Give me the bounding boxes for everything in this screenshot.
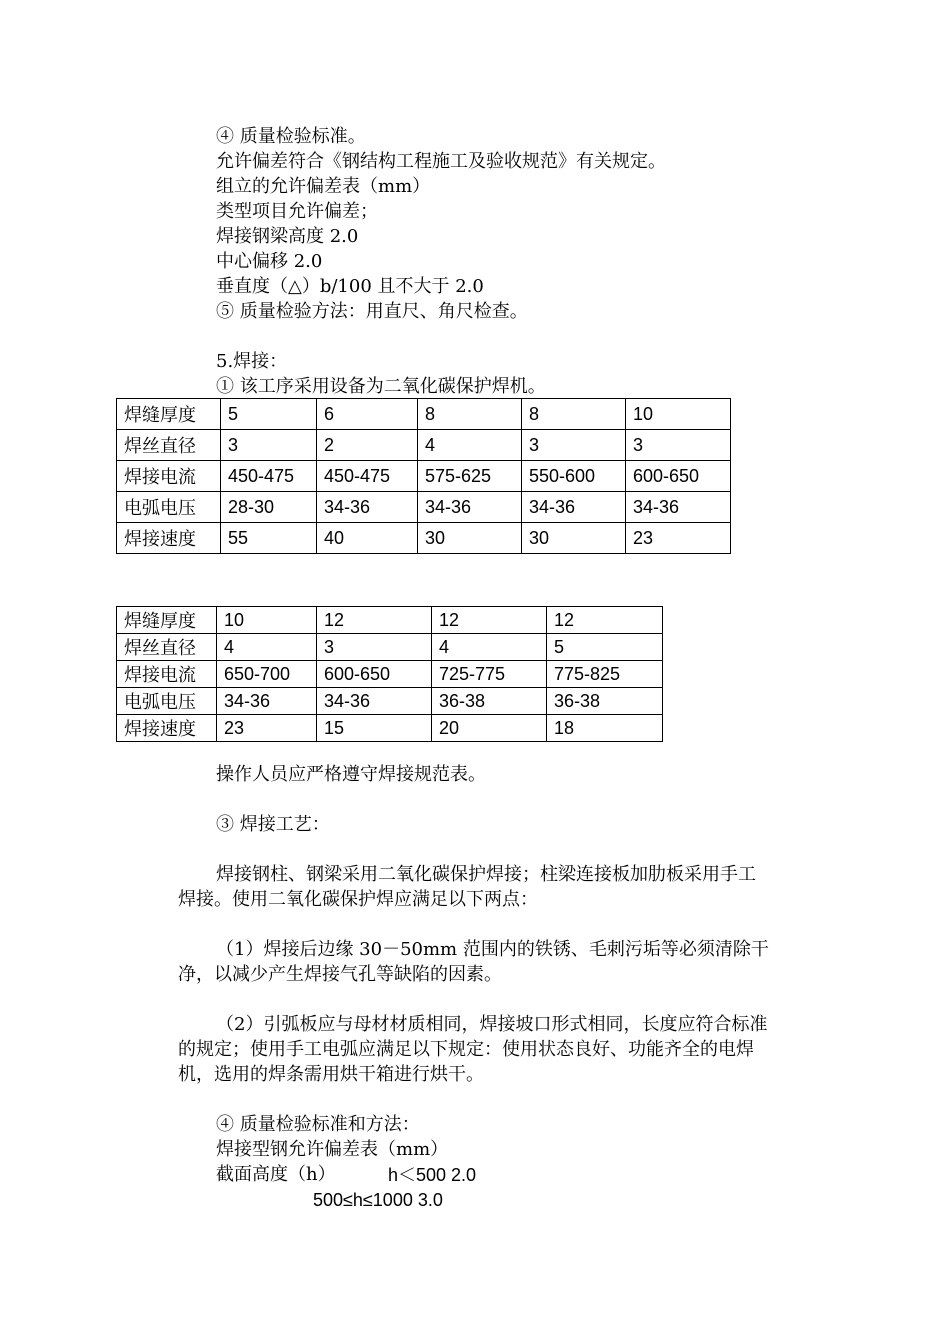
process-point-2-line-1: （2）引弧板应与母材材质相同，焊接坡口形式相同，长度应符合标准 xyxy=(216,1014,768,1035)
table-cell: 23 xyxy=(217,715,317,742)
table-cell: 10 xyxy=(217,607,317,634)
table-cell: 23 xyxy=(626,523,731,554)
table-row xyxy=(117,430,731,461)
row-label: 电弧电压 xyxy=(117,492,221,523)
welding-process-heading: ③ 焊接工艺： xyxy=(216,814,330,835)
table-cell: 12 xyxy=(317,607,432,634)
table-cell: 34-36 xyxy=(418,492,522,523)
section-height-label: 截面高度（h） xyxy=(216,1164,336,1185)
table-cell: 575-625 xyxy=(418,461,522,492)
assembly-tolerance-title: 组立的允许偏差表（mm） xyxy=(216,176,431,197)
table-cell: 3 xyxy=(626,430,731,461)
table-cell: 4 xyxy=(432,634,547,661)
process-point-2-line-2: 的规定；使用手工电弧应满足以下规定：使用状态良好、功能齐全的电焊 xyxy=(178,1039,754,1060)
table-cell: 34-36 xyxy=(317,492,418,523)
process-point-1-line-2: 净，以减少产生焊接气孔等缺陷的因素。 xyxy=(178,964,502,985)
table-cell: 8 xyxy=(418,399,522,430)
shaped-steel-tolerance-title: 焊接型钢允许偏差表（mm） xyxy=(216,1139,449,1160)
section-height-value-1: h＜500 2.0 xyxy=(388,1165,477,1185)
table-cell: 4 xyxy=(418,430,522,461)
table-row xyxy=(117,399,731,430)
row-label: 焊接速度 xyxy=(117,715,217,742)
inspection-heading: ④ 质量检验标准和方法： xyxy=(216,1114,420,1135)
table-cell: 6 xyxy=(317,399,418,430)
operator-note: 操作人员应严格遵守焊接规范表。 xyxy=(216,764,486,785)
table-cell: 30 xyxy=(418,523,522,554)
process-point-2-line-3: 机，选用的焊条需用烘干箱进行烘干。 xyxy=(178,1064,484,1085)
table-cell: 650-700 xyxy=(217,661,317,688)
type-item-tolerance-line: 类型项目允许偏差； xyxy=(216,201,378,222)
table-cell: 15 xyxy=(317,715,432,742)
table-cell: 10 xyxy=(626,399,731,430)
table-cell: 3 xyxy=(522,430,626,461)
table-cell: 18 xyxy=(547,715,663,742)
table-cell: 450-475 xyxy=(317,461,418,492)
tolerance-spec-line: 允许偏差符合《钢结构工程施工及验收规范》有关规定。 xyxy=(216,151,666,172)
process-intro-line-2: 焊接。使用二氧化碳保护焊应满足以下两点： xyxy=(178,889,538,910)
table-cell: 450-475 xyxy=(221,461,317,492)
row-label: 焊缝厚度 xyxy=(117,399,221,430)
table-cell: 5 xyxy=(221,399,317,430)
verticality-line: 垂直度（△）b/100 且不大于 2.0 xyxy=(216,276,484,297)
row-label: 焊接电流 xyxy=(117,661,217,688)
table-cell: 28-30 xyxy=(221,492,317,523)
beam-height-line: 焊接钢梁高度 2.0 xyxy=(216,226,359,247)
table-cell: 36-38 xyxy=(547,688,663,715)
table-cell: 725-775 xyxy=(432,661,547,688)
table-row xyxy=(117,607,663,634)
table-cell: 34-36 xyxy=(522,492,626,523)
table-cell: 550-600 xyxy=(522,461,626,492)
row-label: 焊丝直径 xyxy=(117,430,221,461)
row-label: 焊缝厚度 xyxy=(117,607,217,634)
welding-parameters-table-2 xyxy=(116,606,663,742)
table-cell: 4 xyxy=(217,634,317,661)
process-intro-line-1: 焊接钢柱、钢梁采用二氧化碳保护焊接；柱梁连接板加肋板采用手工 xyxy=(216,864,756,885)
table-cell: 30 xyxy=(522,523,626,554)
table-cell: 3 xyxy=(317,634,432,661)
table-row xyxy=(117,715,663,742)
table-cell: 8 xyxy=(522,399,626,430)
process-point-1-line-1: （1）焊接后边缘 30－50mm 范围内的铁锈、毛刺污垢等必须清除干 xyxy=(216,939,769,960)
table-cell: 34-36 xyxy=(626,492,731,523)
table-row xyxy=(117,523,731,554)
row-label: 电弧电压 xyxy=(117,688,217,715)
welding-parameters-table-1 xyxy=(116,398,731,554)
table-cell: 36-38 xyxy=(432,688,547,715)
section-height-value-2: 500≤h≤1000 3.0 xyxy=(313,1190,443,1210)
table-cell: 34-36 xyxy=(317,688,432,715)
table-cell: 20 xyxy=(432,715,547,742)
table-row xyxy=(117,661,663,688)
quality-standard-heading: ④ 质量检验标准。 xyxy=(216,126,366,147)
row-label: 焊接速度 xyxy=(117,523,221,554)
table-cell: 2 xyxy=(317,430,418,461)
center-offset-line: 中心偏移 2.0 xyxy=(216,251,323,272)
table-cell: 600-650 xyxy=(626,461,731,492)
table-cell: 5 xyxy=(547,634,663,661)
table-row xyxy=(117,492,731,523)
welding-section-title: 5.焊接： xyxy=(216,351,288,372)
row-label: 焊丝直径 xyxy=(117,634,217,661)
table-cell: 12 xyxy=(547,607,663,634)
table-cell: 600-650 xyxy=(317,661,432,688)
table-row xyxy=(117,634,663,661)
table-row xyxy=(117,461,731,492)
table-cell: 12 xyxy=(432,607,547,634)
inspection-method-line: ⑤ 质量检验方法：用直尺、角尺检查。 xyxy=(216,301,528,322)
table-cell: 55 xyxy=(221,523,317,554)
table-cell: 34-36 xyxy=(217,688,317,715)
table-cell: 3 xyxy=(221,430,317,461)
row-label: 焊接电流 xyxy=(117,461,221,492)
welding-equipment-line: ① 该工序采用设备为二氧化碳保护焊机。 xyxy=(216,376,546,397)
table-cell: 775-825 xyxy=(547,661,663,688)
table-row xyxy=(117,688,663,715)
table-cell: 40 xyxy=(317,523,418,554)
